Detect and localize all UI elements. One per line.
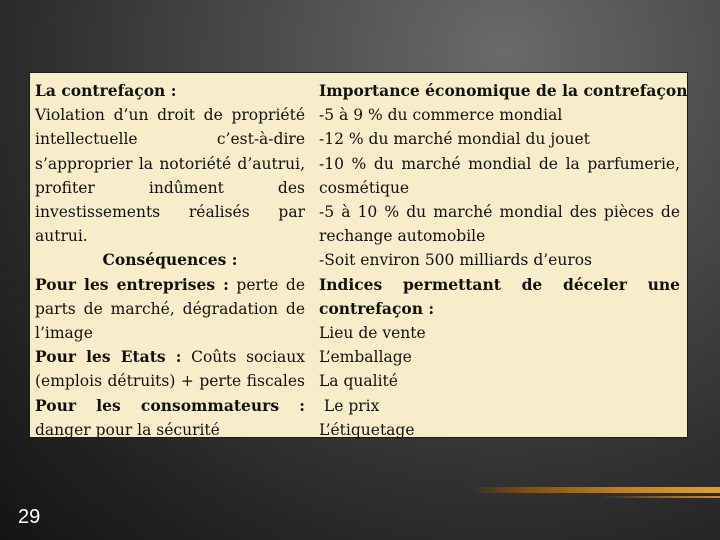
heading-indices: contrefaçon : [319,298,435,318]
heading-indices: Indices permettant de déceler une [319,274,680,294]
definition-line: investissements réalisés par autrui. [35,203,305,246]
stat-line: -5 à 9 % du commerce mondial [319,106,563,125]
stat-line: -12 % du marché mondial du jouet [319,130,590,149]
indice-item: L’étiquetage [319,420,415,439]
decorative-accent-bar [470,487,720,493]
indice-item: La qualité [319,372,398,391]
stat-line: rechange automobile [319,227,486,246]
definition-line: s’approprier la notoriété d’autrui, [35,154,305,173]
label-consommateurs: Pour les consommateurs : [35,395,305,415]
indice-item: Lieu de vente [319,324,426,343]
indice-item: Le prix [319,396,380,415]
content-panel [29,72,688,438]
heading-importance: Importance économique de la contrefaçon [319,81,688,100]
stat-line: -5 à 10 % du marché mondial des pièces de [319,203,680,222]
stat-line: -Soit environ 500 milliards d’euros [319,251,593,270]
text-etats: Coûts sociaux [181,348,305,367]
text-entreprises: perte de [228,275,305,294]
definition-line: Violation d’un droit de propriété [35,106,305,125]
stat-line: cosmétique [319,178,410,197]
definition-line: intellectuelle c’est-à-dire [35,130,305,149]
consequence-line: danger pour la sécurité [35,420,220,439]
right-column [319,79,688,442]
stat-line: -10 % du marché mondial de la parfumerie, [319,154,680,173]
consequence-etats [35,345,305,369]
consequence-entreprises [35,273,305,297]
page-number: 29 [18,506,41,528]
consequence-line: l’image [35,324,93,343]
left-column [35,79,305,442]
heading-consequences: Conséquences : [102,250,238,270]
decorative-accent-bar [600,496,720,498]
label-etats: Pour les Etats : [35,347,182,367]
heading-contrefacon: La contrefaçon : [35,81,177,100]
definition-line: profiter indûment des [35,178,305,197]
indice-item: L’emballage [319,348,412,367]
consequence-line: parts de marché, dégradation de [35,299,305,318]
label-entreprises: Pour les entreprises : [35,274,229,294]
consequence-line: (emplois détruits) + perte fiscales [35,372,305,391]
